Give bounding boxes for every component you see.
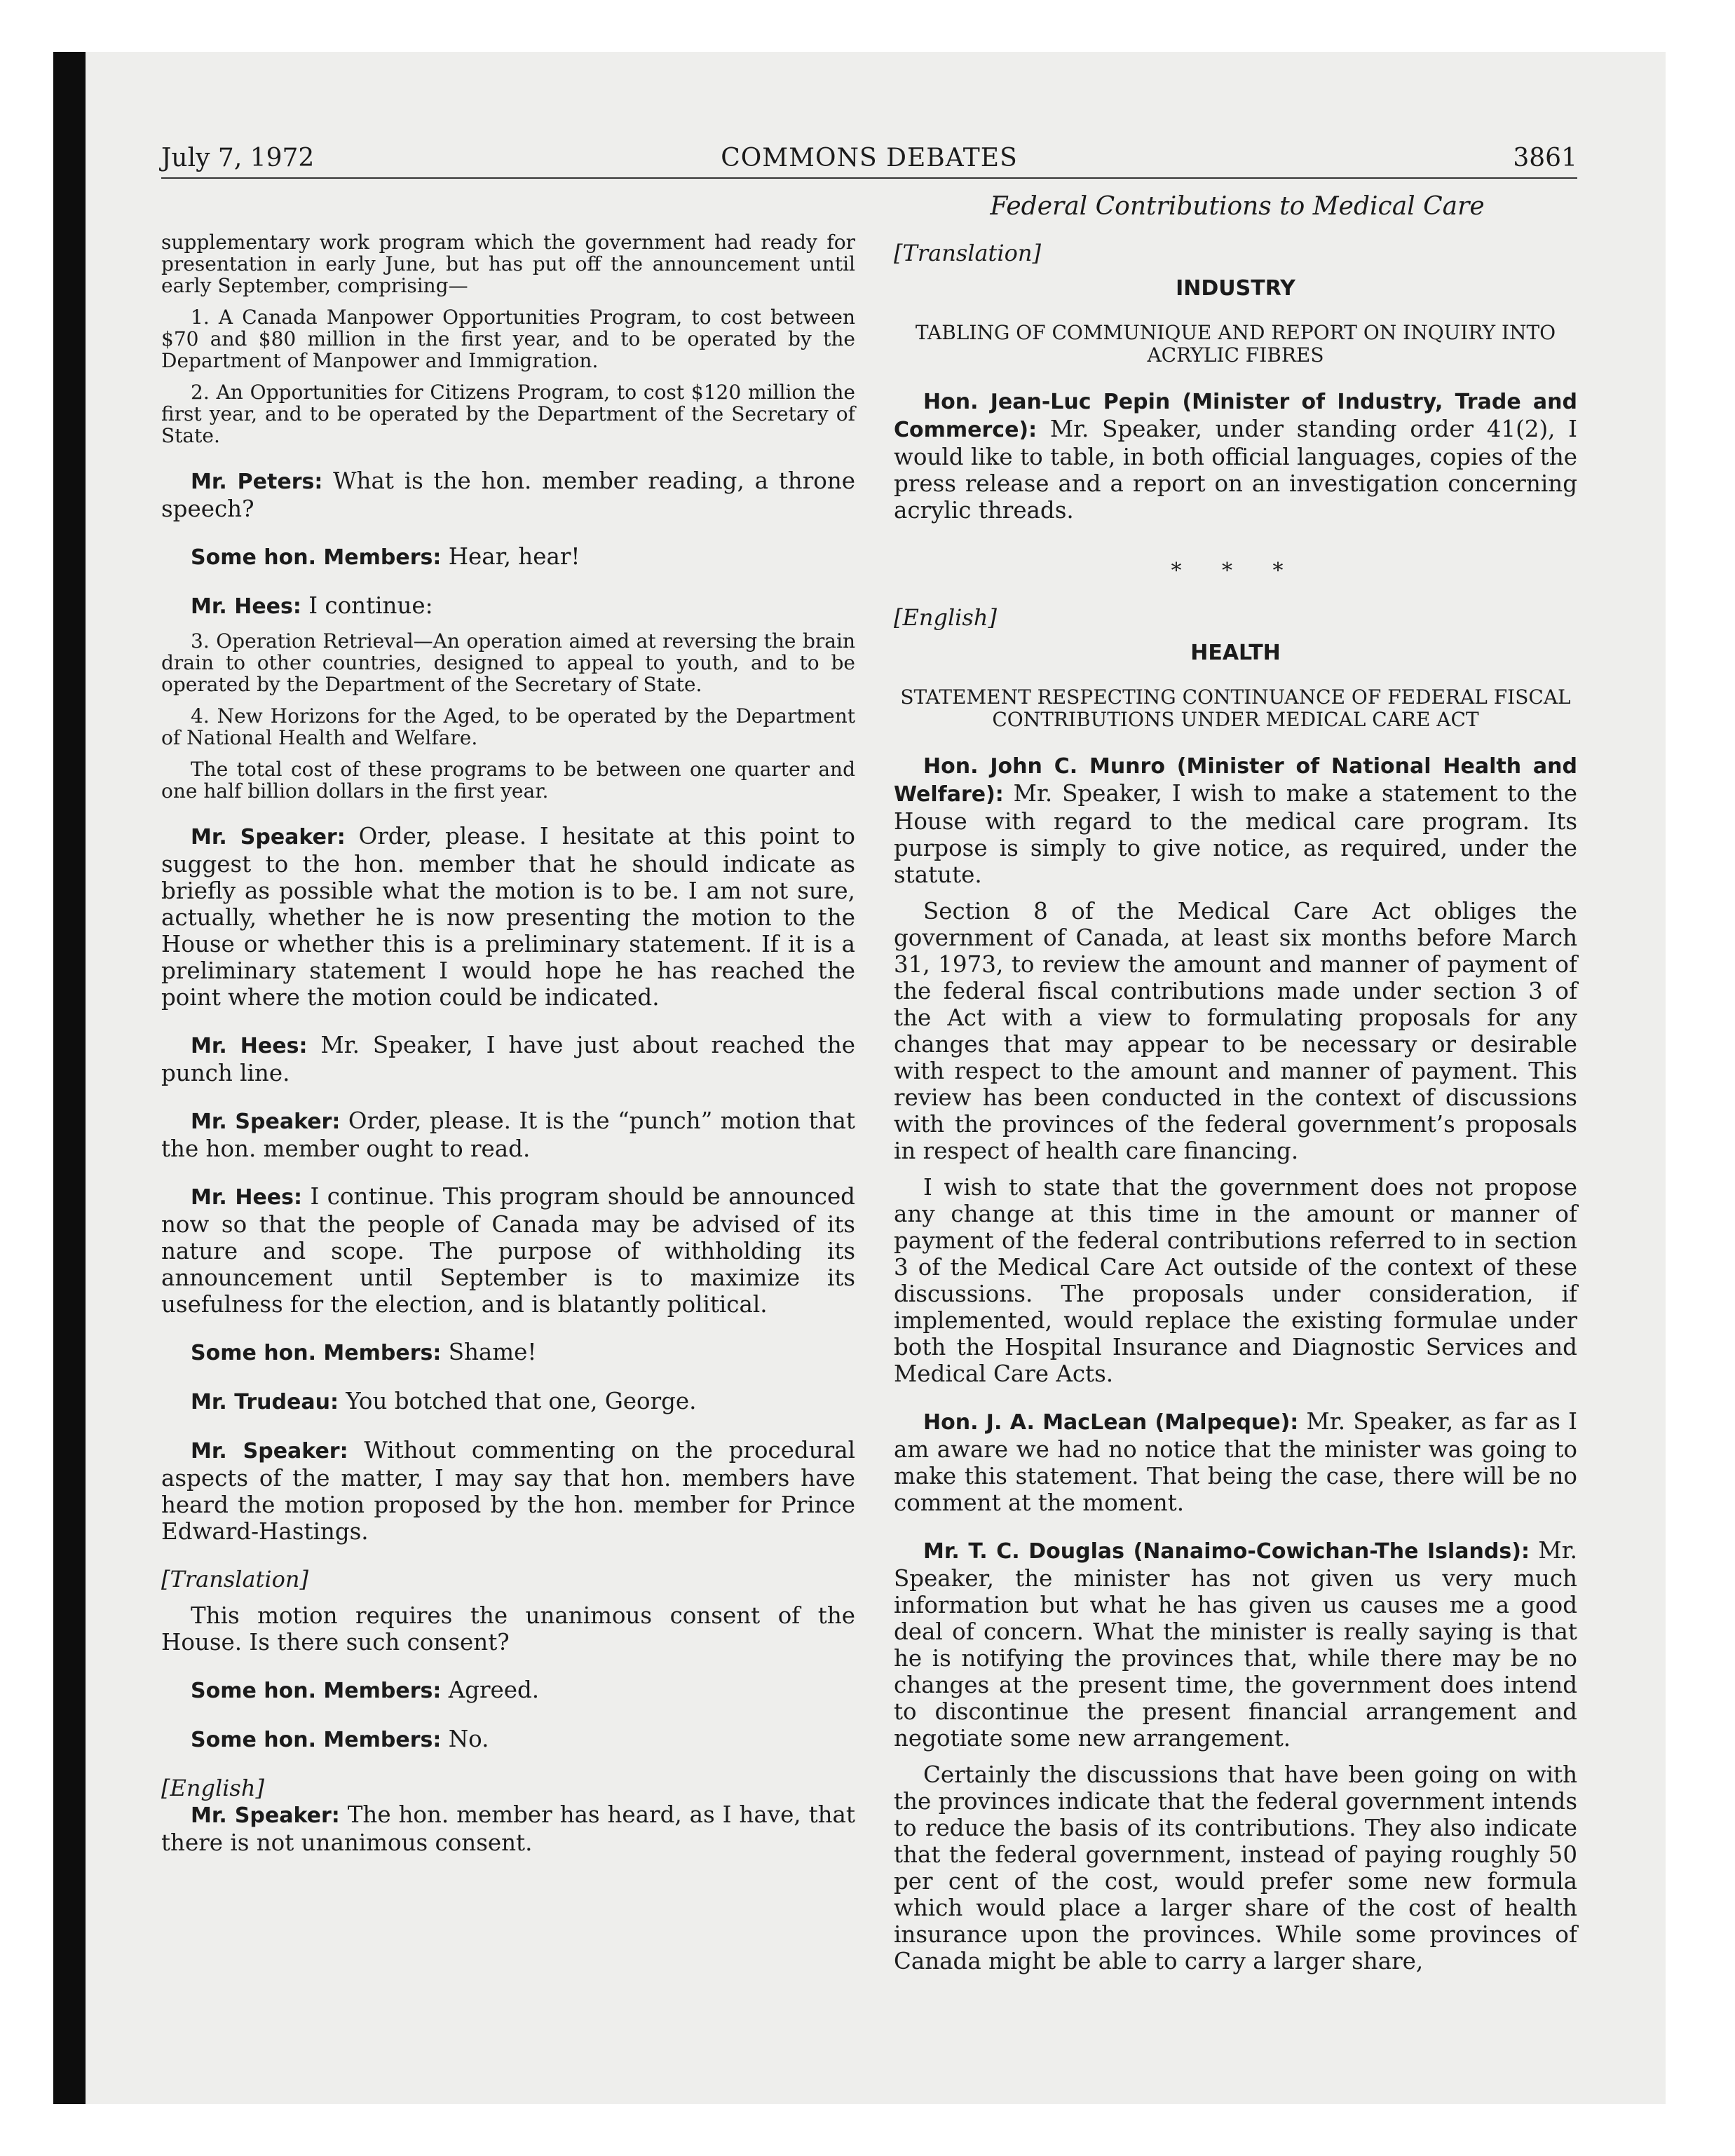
scan-edge-bar — [53, 52, 86, 2104]
paragraph: Certainly the discussions that have been going on with the provinces indicate that the federal government intends to reduce the basis of its contributions. They also indicate that the federal government, instead of paying roughly 50 per cent of the cost, would prefer some new formula which would place a larger share of the cost of health insurance upon the provinces. While some provinces of Canada might be able to carry a larger share, — [894, 1761, 1577, 1974]
speaker-name: Hon. John C. Munro (Minister of National Health and Welfare): — [894, 754, 1577, 807]
speech-text: You botched that one, George. — [338, 1388, 697, 1414]
speaker-name: Hon. Jean-Luc Pepin (Minister of Industry, Trade and Commerce): — [894, 390, 1577, 442]
speech-text: Without commenting on the procedural aspects of the matter, I may say that hon. members have heard the motion proposed by the hon. member for Prince Edward-Hastings. — [161, 1437, 855, 1545]
speech — [161, 592, 855, 620]
right-column — [894, 240, 1577, 1974]
speech-text: Agreed. — [441, 1677, 540, 1703]
speech — [161, 1801, 855, 1856]
speech-text: Order, please. It is the “punch” motion that the hon. member ought to read. — [161, 1107, 855, 1162]
speech — [894, 752, 1577, 888]
speaker-name: Mr. Hees: — [191, 1185, 302, 1210]
running-title: Federal Contributions to Medical Care — [990, 192, 1485, 221]
speech-text: Mr. Speaker, I have just about reached the punch line. — [161, 1032, 855, 1086]
header-date: July 7, 1972 — [161, 144, 315, 172]
speech — [161, 823, 855, 1011]
speech-text: Shame! — [441, 1339, 537, 1365]
left-column — [161, 231, 855, 1856]
language-marker: [Translation] — [894, 240, 1041, 266]
speech — [161, 1388, 855, 1416]
speaker-name: Some hon. Members: — [191, 1341, 442, 1365]
section-separator: * * * — [1171, 559, 1300, 583]
language-marker: [English] — [894, 604, 997, 631]
speech-text: Mr. Speaker, I wish to make a statement to the House with regard to the medical care program. Its purpose is simply to give notice, as required, under the statute. — [894, 780, 1577, 888]
speech — [161, 1339, 855, 1367]
page-number: 3861 — [1513, 144, 1577, 172]
paragraph: The total cost of these programs to be between one quarter and one half billion dollars in the first year. — [161, 758, 855, 803]
speech — [894, 388, 1577, 524]
section-subheading: TABLING OF COMMUNIQUE AND REPORT ON INQUIRY INTO ACRYLIC FIBRES — [915, 321, 1556, 367]
paragraph: This motion requires the unanimous consent of the House. Is there such consent? — [161, 1602, 855, 1656]
speech — [161, 1726, 855, 1754]
speaker-name: Mr. Speaker: — [191, 1439, 348, 1464]
speaker-name: Mr. Trudeau: — [191, 1390, 339, 1414]
speech-text: What is the hon. member reading, a throne speech? — [161, 468, 855, 522]
speech — [161, 1107, 855, 1162]
speech-text: The hon. member has heard, as I have, that there is not unanimous consent. — [161, 1801, 855, 1856]
section-heading: HEALTH — [1190, 641, 1281, 665]
list-item: 2. An Opportunities for Citizens Program, to cost $120 million the first year, and to be operated by the Department of the Secretary of State. — [161, 381, 855, 447]
speaker-name: Mr. Speaker: — [191, 1803, 340, 1828]
speaker-name: Some hon. Members: — [191, 1679, 442, 1703]
list-item: 1. A Canada Manpower Opportunities Program, to cost between $70 and $80 million in the first year, and to be operated by the Department of Manpower and Immigration. — [161, 306, 855, 372]
speech-text: Mr. Speaker, the minister has not given us very much information but what he has given us causes me a good deal of concern. What the minister is really saying is that he is notifying the provinces that, while there may be no changes at the present time, the government does intend to discontinue the present financial arrangement and negotiate some new arrangement. — [894, 1537, 1578, 1752]
header-title: COMMONS DEBATES — [721, 144, 1018, 172]
language-marker: [English] — [161, 1775, 264, 1801]
speech-text: Mr. Speaker, under standing order 41(2), I would like to table, in both official languages, copies of the press release and a report on an investigation concerning acrylic threads. — [894, 416, 1577, 524]
speech-text: No. — [441, 1726, 489, 1752]
section-heading: INDUSTRY — [1176, 276, 1295, 301]
speaker-name: Mr. Speaker: — [191, 1110, 341, 1134]
speaker-name: Some hon. Members: — [191, 1728, 442, 1752]
speech — [161, 1183, 855, 1318]
speech-text: I continue. This program should be announced now so that the people of Canada may be advised of its nature and scope. The purpose of withholding its announcement until September is to maximize its usefulness for the election, and is blatantly political. — [161, 1183, 855, 1318]
section-subheading: STATEMENT RESPECTING CONTINUANCE OF FEDERAL FISCAL CONTRIBUTIONS UNDER MEDICAL CARE ACT — [900, 685, 1571, 731]
list-item: 4. New Horizons for the Aged, to be operated by the Department of National Health and Welfare. — [161, 704, 855, 749]
speech-text: Order, please. I hesitate at this point to suggest to the hon. member that he should indicate as briefly as possible what the motion is to be. I am not sure, actually, whether he is now presenting the motion to the House or whether this is a preliminary statement. If it is a preliminary statement I would hope he has reached the point where the motion could be indicated. — [161, 823, 855, 1011]
list-item: 3. Operation Retrieval—An operation aimed at reversing the brain drain to other countries, designed to appeal to youth, and to be operated by the Department of the Secretary of State. — [161, 629, 855, 696]
paragraph: supplementary work program which the government had ready for presentation in early June, but has put off the announcement until early September, comprising— — [161, 231, 855, 297]
speech — [161, 1677, 855, 1705]
speech-text: Mr. Speaker, as far as I am aware we had no notice that the minister was going to make this statement. That being the case, there will be no comment at the moment. — [894, 1408, 1577, 1516]
speaker-name: Mr. Peters: — [191, 470, 323, 494]
speech — [894, 1408, 1577, 1516]
speech — [161, 468, 855, 522]
speech — [161, 543, 855, 571]
page-header — [161, 144, 1577, 179]
speaker-name: Mr. T. C. Douglas (Nanaimo-Cowichan-The Islands): — [923, 1539, 1530, 1564]
paragraph: Section 8 of the Medical Care Act obliges the government of Canada, at least six months before March 31, 1973, to review the amount and manner of payment of the federal fiscal contributions made under section 3 of the Act with a view to formulating proposals for any changes that may appear to be necessary or desirable with respect to the amount and manner of payment. This review has been conducted in the context of discussions with the provinces of the federal government’s proposals in respect of health care financing. — [894, 898, 1577, 1164]
speaker-name: Some hon. Members: — [191, 545, 442, 570]
speaker-name: Mr. Hees: — [191, 1034, 308, 1058]
paragraph: I wish to state that the government does not propose any change at this time in the amount or manner of payment of the federal contributions referred to in section 3 of the Medical Care Act outside of the context of these discussions. The proposals under consideration, if implemented, would replace the existing formulae under both the Hospital Insurance and Diagnostic Services and Medical Care Acts. — [894, 1174, 1577, 1387]
speaker-name: Hon. J. A. MacLean (Malpeque): — [923, 1410, 1299, 1435]
speech — [161, 1437, 855, 1545]
speaker-name: Mr. Speaker: — [191, 825, 346, 850]
speech-text: I continue: — [301, 592, 433, 619]
language-marker: [Translation] — [161, 1566, 308, 1592]
speech — [894, 1537, 1577, 1752]
speaker-name: Mr. Hees: — [191, 594, 301, 619]
speech-text: Hear, hear! — [441, 543, 580, 570]
speech — [161, 1032, 855, 1086]
